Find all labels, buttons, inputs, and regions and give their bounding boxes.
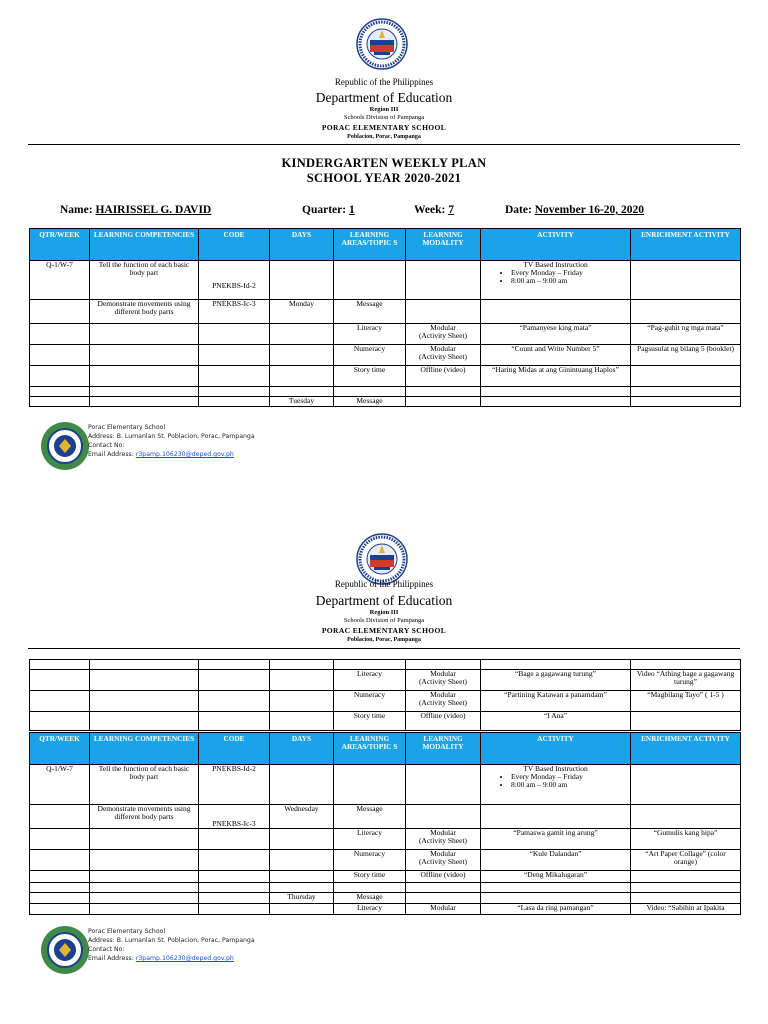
enrichment-cell: “Pag-guhit ng mga mata” <box>631 324 741 345</box>
table-row <box>30 324 741 345</box>
division-text: Schools Division of Pampanga <box>343 114 425 121</box>
footer-address: Address: B. Lumanlan St. Poblacion, Porac, Pampanga <box>88 433 255 440</box>
region-text: Region III <box>369 106 399 113</box>
area-cell: Literacy <box>334 904 406 915</box>
col-header-activity: ACTIVITY <box>481 229 631 261</box>
plan-title: KINDERGARTEN WEEKLY PLAN <box>281 156 487 170</box>
code-cell: PNEKBS-Id-2 <box>199 261 270 300</box>
footer-school: Porac Elementary School <box>88 424 166 431</box>
region-text: Region III <box>369 609 399 616</box>
enrichment-cell: Video: “Sabihin at Ipakita <box>631 904 741 915</box>
activity-cell: “Deng Mikalugaran” <box>481 871 631 883</box>
school-logo-icon <box>40 925 90 975</box>
enrichment-cell: Pagsusulat ng bilang 5 (booklet) <box>631 345 741 366</box>
qtr-cell: Q-1/W-7 <box>30 765 90 805</box>
modality-cell: Modular (Activity Sheet) <box>406 850 481 871</box>
activity-cell: “Pamanyese king mata” <box>481 324 631 345</box>
day-cell: Monday <box>270 300 334 324</box>
col-header-days: DAYS <box>270 733 334 765</box>
enrichment-cell: “Magbilang Tayo” ( 1-5 ) <box>631 691 741 712</box>
code-cell: PNEKBS-Ic-3 <box>199 300 270 324</box>
qtr-cell: Q-1/W-7 <box>30 261 90 300</box>
activity-cell: “Haring Midas at ang Ginintuang Haplos” <box>481 366 631 387</box>
activity-cell: “Kule Dalandan” <box>481 850 631 871</box>
modality-cell: Modular (Activity Sheet) <box>406 691 481 712</box>
area-cell: Message <box>334 805 406 829</box>
table-row <box>30 366 741 387</box>
school-name-text: PORAC ELEMENTARY SCHOOL <box>321 626 447 635</box>
quarter-info: Quarter: 1 <box>302 204 355 216</box>
footer-contact: Contact No: <box>88 946 125 953</box>
area-cell: Literacy <box>334 829 406 850</box>
col-header-competencies: LEARNING COMPETENCIES <box>90 229 199 261</box>
enrichment-cell: “Gumulis kang hipa” <box>631 829 741 850</box>
area-cell: Story time <box>334 712 406 731</box>
deped-seal-icon <box>356 533 408 585</box>
header-rule <box>28 648 740 649</box>
school-year-title: SCHOOL YEAR 2020-2021 <box>306 171 462 185</box>
col-header-days: DAYS <box>270 229 334 261</box>
area-cell: Story time <box>334 366 406 387</box>
area-cell: Message <box>334 893 406 904</box>
table-row <box>30 805 741 829</box>
tv-instruction-cell: TV Based Instruction • Every Monday – Friday • 8:00 am – 9:00 am <box>481 765 631 805</box>
activity-cell: “Lasa da ring pamangan” <box>481 904 631 915</box>
col-header-areas: LEARNING AREAS/TOPIC S <box>334 229 406 261</box>
teacher-name: Name: HAIRISSEL G. DAVID <box>60 204 212 216</box>
table-row <box>30 871 741 883</box>
activity-cell: “Pamaswa gamit ing arung” <box>481 829 631 850</box>
date-info: Date: November 16-20, 2020 <box>505 204 645 216</box>
table-row <box>30 300 741 324</box>
enrichment-cell: Video “Athing bage a gagawang turung” <box>631 670 741 691</box>
deped-seal-icon <box>356 18 408 70</box>
col-header-enrichment: ENRICHMENT ACTIVITY <box>631 229 741 261</box>
day-cell: Wednesday <box>270 805 334 829</box>
col-header-modality: LEARNING MODALITY <box>406 229 481 261</box>
area-cell: Literacy <box>334 324 406 345</box>
modality-cell: Offline (video) <box>406 712 481 731</box>
col-header-code: CODE <box>199 733 270 765</box>
page-2 <box>0 500 768 1024</box>
modality-cell: Modular <box>406 904 481 915</box>
table-row <box>30 345 741 366</box>
competency-cell: Tell the function of each basic body part <box>90 765 199 805</box>
area-cell: Message <box>334 300 406 324</box>
modality-cell: Modular (Activity Sheet) <box>406 670 481 691</box>
weekly-plan-table <box>29 228 741 407</box>
modality-cell: Modular (Activity Sheet) <box>406 324 481 345</box>
tv-instruction-cell: TV Based Instruction • Every Monday – Friday • 8:00 am – 9:00 am <box>481 261 631 300</box>
enrichment-cell: “Art Paper Collage” (color orange) <box>631 850 741 871</box>
footer <box>40 421 740 475</box>
competency-cell: Tell the function of each basic body part <box>90 261 199 300</box>
code-cell: PNEKBS-Ic-3 <box>199 805 270 829</box>
area-cell: Message <box>334 397 406 407</box>
week-info: Week: 7 <box>414 204 454 216</box>
col-header-areas: LEARNING AREAS/TOPIC S <box>334 733 406 765</box>
area-cell: Story time <box>334 871 406 883</box>
republic-text: Republic of the Philippines <box>334 579 434 589</box>
day-cell: Tuesday <box>270 397 334 407</box>
competency-cell: Demonstrate movements using different body parts <box>90 805 199 829</box>
col-header-activity: ACTIVITY <box>481 733 631 765</box>
modality-cell: Offline (video) <box>406 871 481 883</box>
area-cell: Numeracy <box>334 345 406 366</box>
school-logo-icon <box>40 421 90 471</box>
col-header-code: CODE <box>199 229 270 261</box>
activity-cell: “Count and Write Number 5” <box>481 345 631 366</box>
town-text: Poblacion, Porac, Pampanga <box>347 134 421 140</box>
table-row <box>30 850 741 871</box>
footer-email: Email Address: r3pamp.106230@deped.gov.ph <box>88 955 234 962</box>
area-cell: Numeracy <box>334 850 406 871</box>
area-cell: Numeracy <box>334 691 406 712</box>
competency-cell: Demonstrate movements using different body parts <box>90 300 199 324</box>
activity-cell: “I Ana” <box>481 712 631 731</box>
col-header-modality: LEARNING MODALITY <box>406 733 481 765</box>
school-name-text: PORAC ELEMENTARY SCHOOL <box>321 123 447 132</box>
page-1 <box>0 0 768 500</box>
table-row <box>30 261 741 300</box>
footer-address: Address: B. Lumanlan St. Poblacion, Porac, Pampanga <box>88 937 255 944</box>
table-row <box>30 893 741 904</box>
table-row <box>30 904 741 915</box>
weekly-plan-table <box>29 732 741 915</box>
table-row <box>30 387 741 397</box>
town-text: Poblacion, Porac, Pampanga <box>347 637 421 643</box>
modality-cell: Modular (Activity Sheet) <box>406 345 481 366</box>
table-header-row <box>30 733 741 765</box>
col-header-enrichment: ENRICHMENT ACTIVITY <box>631 733 741 765</box>
footer-contact: Contact No: <box>88 442 125 449</box>
col-header-qtr: QTR/WEEK <box>30 733 90 765</box>
area-cell: Literacy <box>334 670 406 691</box>
modality-cell: Offline (video) <box>406 366 481 387</box>
footer <box>40 925 740 979</box>
footer-school: Porac Elementary School <box>88 928 166 935</box>
table-header-row <box>30 229 741 261</box>
department-text: Department of Education <box>315 90 453 105</box>
table-row <box>30 883 741 893</box>
department-text: Department of Education <box>315 593 453 608</box>
activity-cell: “Partining Katawan a panamdam” <box>481 691 631 712</box>
table-row <box>30 765 741 805</box>
email-link[interactable]: r3pamp.106230@deped.gov.ph <box>135 451 234 458</box>
day-cell: Thursday <box>270 893 334 904</box>
table-row <box>30 829 741 850</box>
col-header-competencies: LEARNING COMPETENCIES <box>90 733 199 765</box>
table-row <box>30 712 741 731</box>
header-rule <box>28 144 740 145</box>
table-row <box>30 397 741 407</box>
division-text: Schools Division of Pampanga <box>343 617 425 624</box>
col-header-qtr: QTR/WEEK <box>30 229 90 261</box>
footer-email: Email Address: r3pamp.106230@deped.gov.ph <box>88 451 234 458</box>
table-row <box>30 670 741 691</box>
activity-cell: “Bage a gagawang turung” <box>481 670 631 691</box>
table-row <box>30 691 741 712</box>
code-cell: PNEKBS-Id-2 <box>199 765 270 805</box>
republic-text: Republic of the Philippines <box>334 77 434 87</box>
continuation-table <box>29 659 741 731</box>
email-link[interactable]: r3pamp.106230@deped.gov.ph <box>135 955 234 962</box>
modality-cell: Modular (Activity Sheet) <box>406 829 481 850</box>
table-row <box>30 660 741 670</box>
